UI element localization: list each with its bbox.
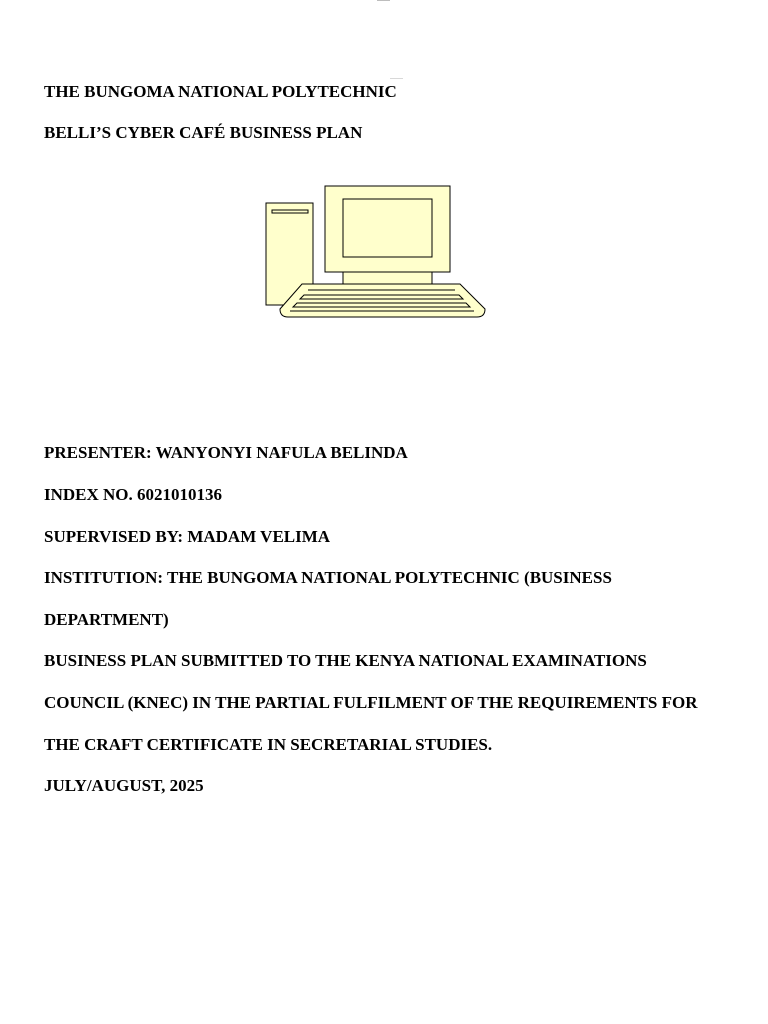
submission-line-3: THE CRAFT CERTIFICATE IN SECRETARIAL STUDIES. <box>44 735 493 754</box>
presenter-line: PRESENTER: WANYONYI NAFULA BELINDA <box>44 443 408 462</box>
supervisor-line: SUPERVISED BY: MADAM VELIMA <box>44 527 331 546</box>
header-mark <box>377 0 390 1</box>
institution-title: THE BUNGOMA NATIONAL POLYTECHNIC <box>44 82 397 101</box>
date-line: JULY/AUGUST, 2025 <box>44 776 204 795</box>
institution-line-2: DEPARTMENT) <box>44 610 169 629</box>
index-number-line: INDEX NO. 6021010136 <box>44 485 223 504</box>
institution-line-1: INSTITUTION: THE BUNGOMA NATIONAL POLYTECHNIC (BUSINESS <box>44 568 612 587</box>
submission-line-2: COUNCIL (KNEC) IN THE PARTIAL FULFILMENT OF THE REQUIREMENTS FOR <box>44 693 698 712</box>
submission-line-1: BUSINESS PLAN SUBMITTED TO THE KENYA NATIONAL EXAMINATIONS <box>44 651 647 670</box>
plan-title: BELLI’S CYBER CAFÉ BUSINESS PLAN <box>44 123 363 142</box>
faint-mark <box>390 78 403 79</box>
desktop-computer-icon <box>262 182 490 322</box>
